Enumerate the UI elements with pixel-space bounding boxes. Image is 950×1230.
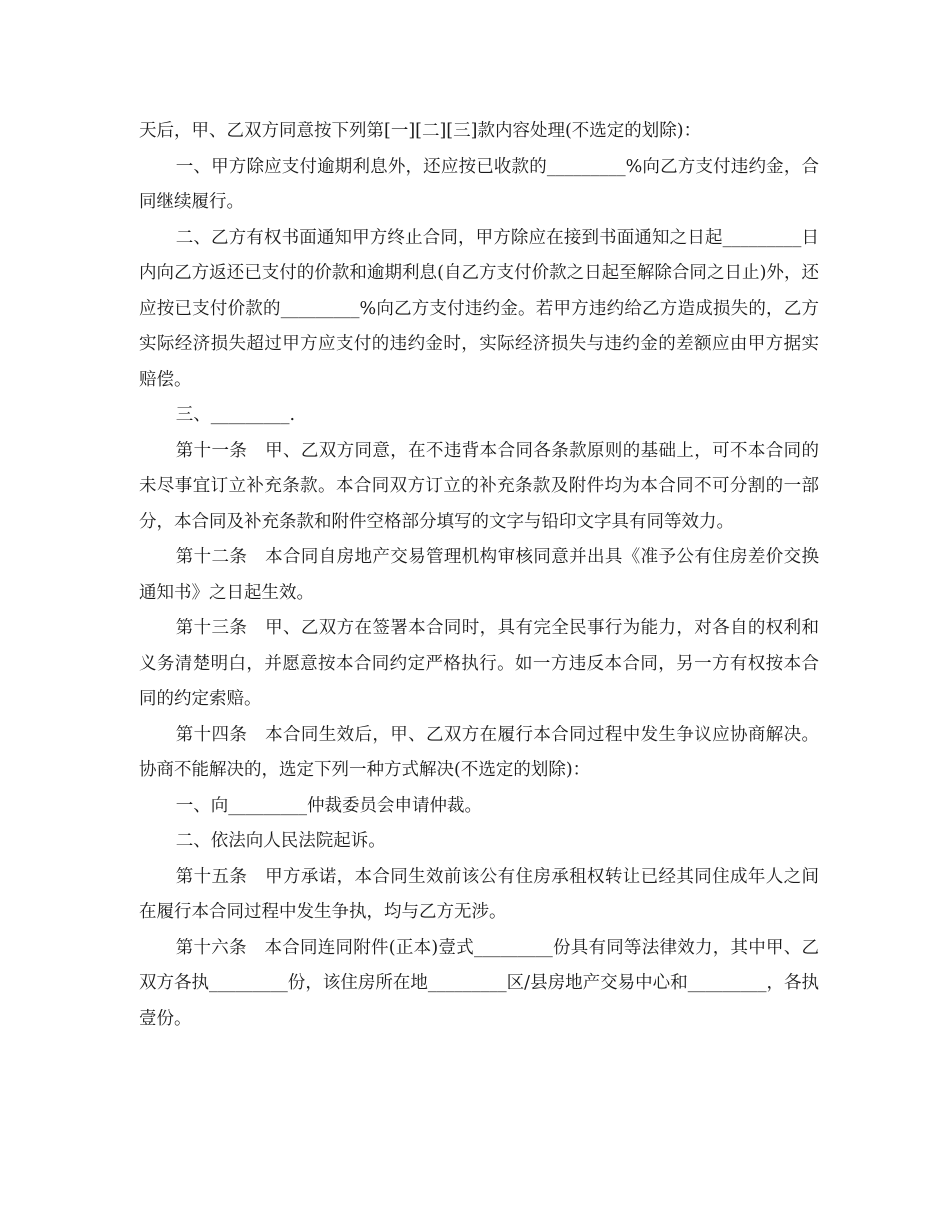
paragraph-option-1: 一、甲方除应支付逾期利息外，还应按已收款的_________%向乙方支付违约金，合同继续履行。	[139, 156, 819, 212]
paragraph-article-16: 第十六条 本合同连同附件(正本)壹式_________份具有同等法律效力，其中甲、乙双方各执_________份，该住房所在地_________区/县房地产交易中心和_________，各执壹份。	[139, 937, 819, 1029]
paragraph-article-12: 第十二条 本合同自房地产交易管理机构审核同意并出具《准予公有住房差价交换通知书》之日起生效。	[139, 547, 819, 603]
paragraph-option-3: 三、_________.	[175, 405, 296, 425]
paragraph-litigation: 二、依法向人民法院起诉。	[175, 831, 386, 851]
paragraph-article-14: 第十四条 本合同生效后，甲、乙双方在履行本合同过程中发生争议应协商解决。协商不能解决的，选定下列一种方式解决(不选定的划除)：	[139, 724, 819, 780]
paragraph-option-2: 二、乙方有权书面通知甲方终止合同，甲方除应在接到书面通知之日起_________日内向乙方返还已支付的价款和逾期利息(自乙方支付价款之日起至解除合同之日止)外，还应按已支付价款的_________%向乙方支付违约金。若甲方违约给乙方造成损失的，乙方实际经济损失超过甲方应支付的违约金时，实际经济损失与违约金的差额应由甲方据实赔偿。	[139, 227, 819, 390]
paragraph-article-15: 第十五条 甲方承诺，本合同生效前该公有住房承租权转让已经其同住成年人之间在履行本合同过程中发生争执，均与乙方无涉。	[139, 866, 819, 922]
paragraph-intro: 天后，甲、乙双方同意按下列第[一][二][三]款内容处理(不选定的划除)：	[139, 121, 702, 141]
paragraph-arbitration: 一、向_________仲裁委员会申请仲裁。	[175, 795, 482, 816]
document-body	[139, 114, 819, 1037]
paragraph-article-13: 第十三条 甲、乙双方在签署本合同时，具有完全民事行为能力，对各自的权利和义务清楚明白，并愿意按本合同约定严格执行。如一方违反本合同，另一方有权按本合同的约定索赔。	[139, 618, 819, 709]
paragraph-article-11: 第十一条 甲、乙双方同意，在不违背本合同各条款原则的基础上，可不本合同的未尽事宜订立补充条款。本合同双方订立的补充条款及附件均为本合同不可分割的一部分，本合同及补充条款和附件空格部分填写的文字与铅印文字具有同等效力。	[139, 440, 819, 532]
